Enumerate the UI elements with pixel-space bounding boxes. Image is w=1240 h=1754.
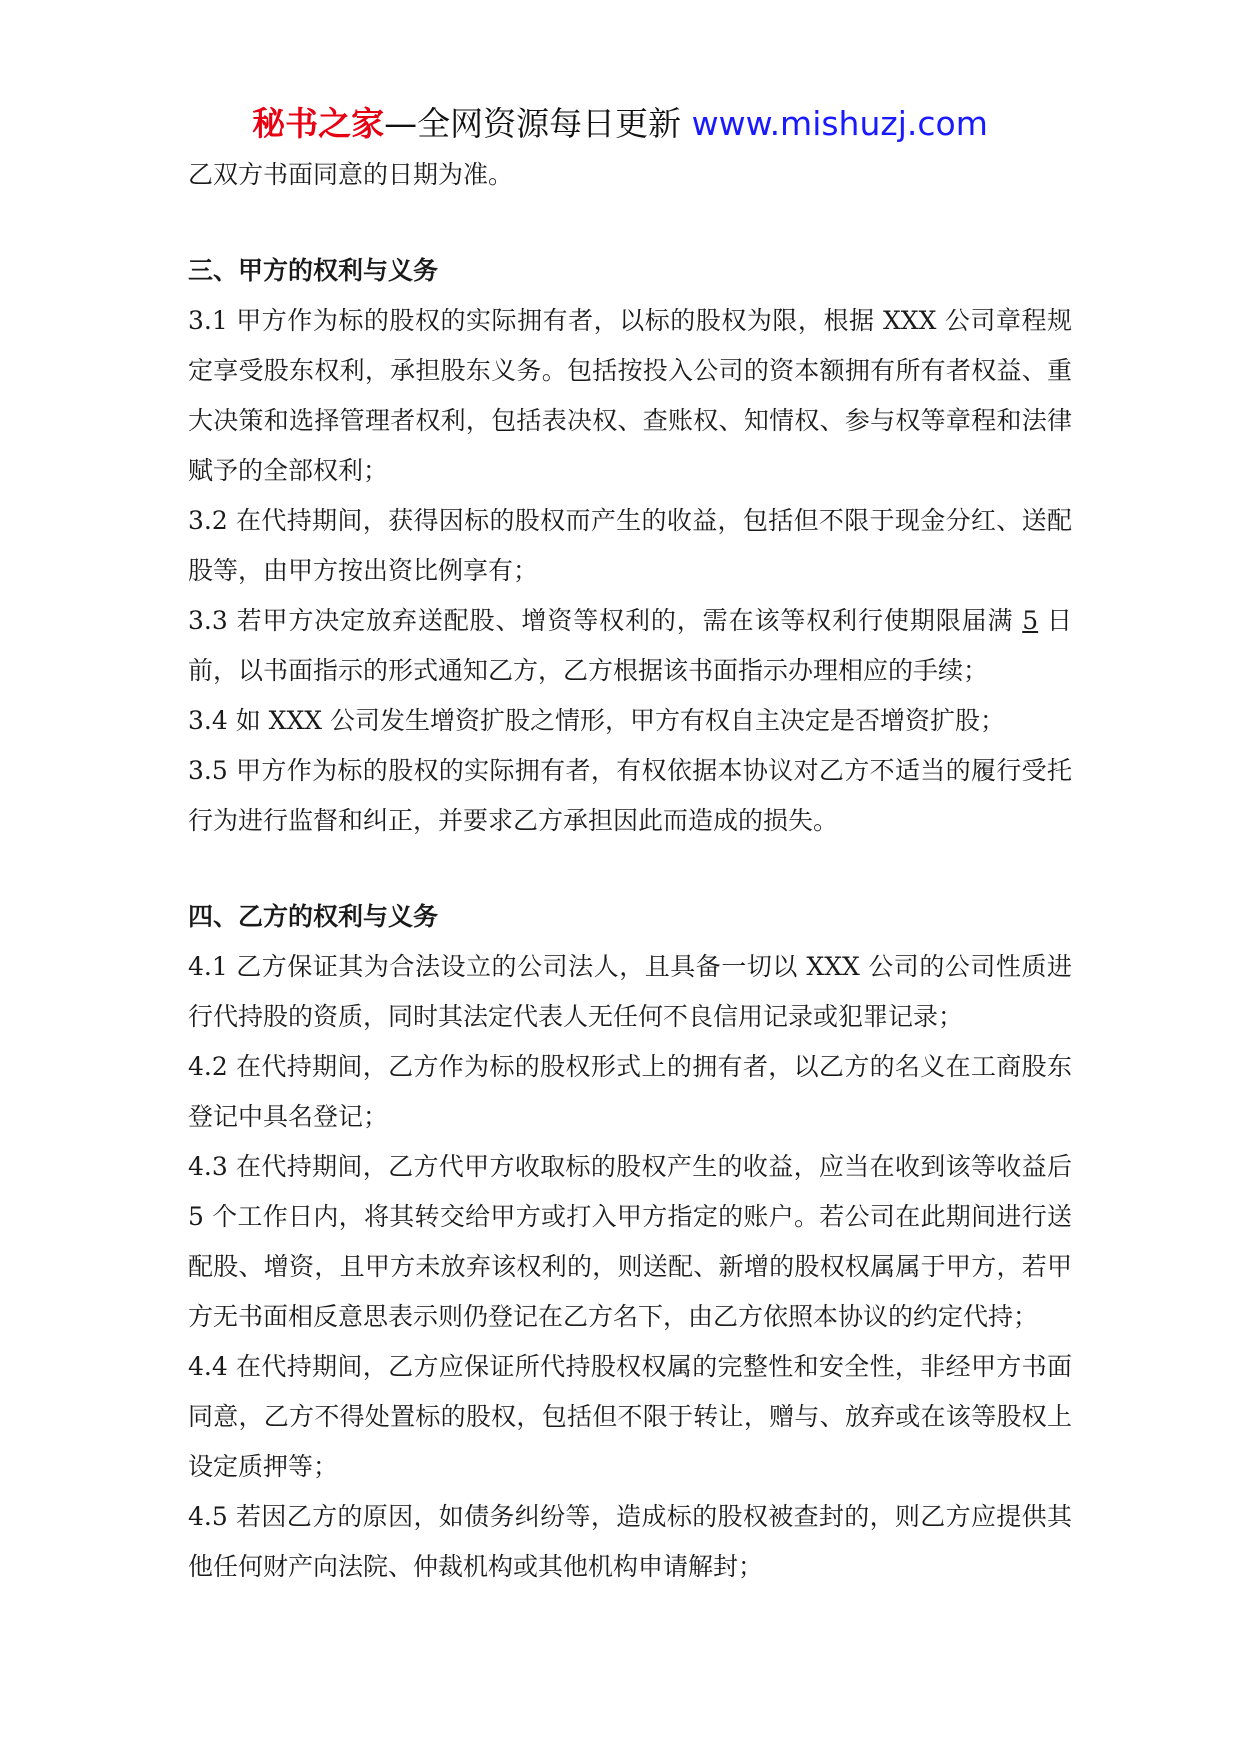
watermark-slogan: —全网资源每日更新 xyxy=(384,104,692,143)
section3-clause-2: 3.2 在代持期间，获得因标的股权而产生的收益，包括但不限于现金分红、送配股等，由甲方按出资比例享有； xyxy=(188,506,1072,585)
section3-clause-4: 3.4 如 XXX 公司发生增资扩股之情形，甲方有权自主决定是否增资扩股； xyxy=(188,706,1005,735)
section4-clause-3: 4.3 在代持期间，乙方代甲方收取标的股权产生的收益，应当在收到该等收益后 5 个工作日内，将其转交给甲方或打入甲方指定的账户。若公司在此期间进行送配股、增资，且甲方未放弃该权利的，则送配、新增的股权权属属于甲方，若甲方无书面相反意思表示则仍登记在乙方名下，由乙方依照本协议的约定代持； xyxy=(188,1152,1072,1331)
document-body xyxy=(188,150,1072,1592)
watermark-brand: 秘书之家 xyxy=(252,104,385,143)
section4-clause-1: 4.1 乙方保证其为合法设立的公司法人，且具备一切以 XXX 公司的公司性质进行代持股的资质，同时其法定代表人无任何不良信用记录或犯罪记录； xyxy=(188,952,1072,1031)
section3-clause-3-text-b: 日前，以书面指示的形式通知乙方，乙方根据该书面指示办理相应的手续； xyxy=(188,606,1072,685)
section3-clause-1: 3.1 甲方作为标的股权的实际拥有者，以标的股权为限，根据 XXX 公司章程规定享受股东权利，承担股东义务。包括按投入公司的资本额拥有所有者权益、重大决策和选择管理者权利，包括表决权、查账权、知情权、参与权等章程和法律赋予的全部权利； xyxy=(188,306,1072,485)
section3-clause-3 xyxy=(188,596,1072,696)
section4-clause-2: 4.2 在代持期间，乙方作为标的股权形式上的拥有者，以乙方的名义在工商股东登记中具名登记； xyxy=(188,1052,1072,1131)
watermark-url-link[interactable]: www.mishuzj.com xyxy=(691,104,988,143)
section4-clause-5: 4.5 若因乙方的原因，如债务纠纷等，造成标的股权被查封的，则乙方应提供其他任何财产向法院、仲裁机构或其他机构申请解封； xyxy=(188,1502,1072,1581)
site-watermark-header xyxy=(0,100,1240,148)
section3-clause-5: 3.5 甲方作为标的股权的实际拥有者，有权依据本协议对乙方不适当的履行受托行为进行监督和纠正，并要求乙方承担因此而造成的损失。 xyxy=(188,756,1072,835)
section3-heading: 三、甲方的权利与义务 xyxy=(188,256,439,285)
section4-heading: 四、乙方的权利与义务 xyxy=(188,902,439,931)
section4-clause-4: 4.4 在代持期间，乙方应保证所代持股权权属的完整性和安全性，非经甲方书面同意，乙方不得处置标的股权，包括但不限于转让，赠与、放弃或在该等股权上设定质押等； xyxy=(188,1352,1072,1481)
section3-clause-3-text-a: 3.3 若甲方决定放弃送配股、增资等权利的，需在该等权利行使期限届满 xyxy=(188,606,1023,635)
section3-clause-3-days: 5 xyxy=(1022,606,1039,635)
intro-line: 乙双方书面同意的日期为准。 xyxy=(188,160,514,189)
